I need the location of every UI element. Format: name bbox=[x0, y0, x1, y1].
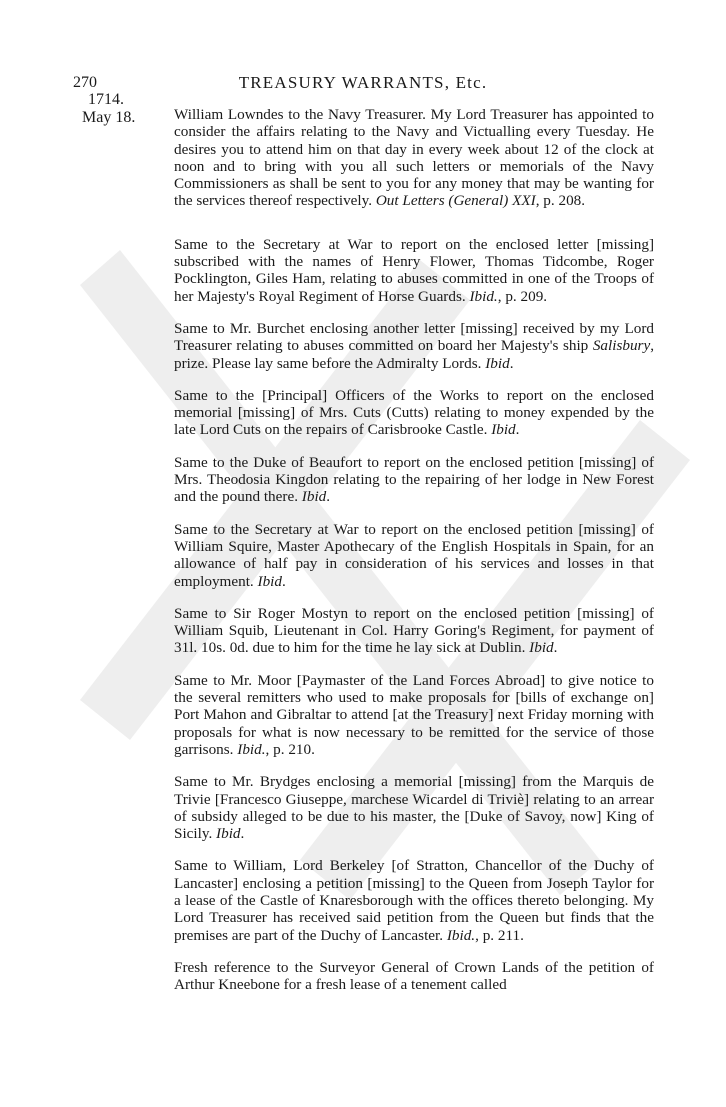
paragraph: Same to Mr. Moor [Paymaster of the Land Forces Abroad] to give notice to the several remitters who used to make proposals for [bills of exchange on] Port Mahon and Gibraltar to attend [at the Treasury] next Friday morning with proposals for what is now necessary to be remitted for the service of those garrisons. Ibid., p. 210. bbox=[174, 671, 654, 758]
page-number: 270 bbox=[73, 74, 97, 91]
paragraph: Same to Sir Roger Mostyn to report on the enclosed petition [missing] of William Squib, Lieutenant in Col. Harry Goring's Regiment, for payment of 31l. 10s. 0d. due to him for the time he lay sick at Dublin. Ibid. bbox=[174, 604, 654, 657]
margin-date: May 18. bbox=[82, 109, 136, 126]
body-text bbox=[174, 106, 654, 993]
paragraph: Same to the Secretary at War to report on the enclosed petition [missing] of William Squire, Master Apothecary of the English Hospitals in Spain, for an allowance of half pay in consideration of his services and losses in that employment. Ibid. bbox=[174, 520, 654, 590]
paragraph: William Lowndes to the Navy Treasurer. My Lord Treasurer has appointed to consider the affairs relating to the Navy and Victualling every Tuesday. He desires you to attend him on that day in every week about 12 of the clock at noon and to bring with you all such letters or memorials of the Navy Commissioners as shall be sent to you for any money that may be wanting for the services thereof respectively. Out Letters (General) XXI, p. 208. bbox=[174, 106, 654, 210]
paragraph: Same to Mr. Burchet enclosing another letter [missing] received by my Lord Treasurer relating to abuses committed on board her Majesty's ship Salisbury, prize. Please lay same before the Admiralty Lords. Ibid. bbox=[174, 319, 654, 372]
running-head: TREASURY WARRANTS, Etc. bbox=[238, 73, 488, 92]
paragraph: Same to the [Principal] Officers of the Works to report on the enclosed memorial [missing] of Mrs. Cuts (Cutts) relating to money expended by the late Lord Cuts on the repairs of Carisbrooke Castle. Ibid. bbox=[174, 386, 654, 439]
paragraph: Same to William, Lord Berkeley [of Stratton, Chancellor of the Duchy of Lancaster] enclosing a petition [missing] to the Queen from Joseph Taylor for a lease of the Castle of Knaresborough with the offices thereto belonging. My Lord Treasurer has received said petition from the Queen but finds that the premises are part of the Duchy of Lancaster. Ibid., p. 211. bbox=[174, 857, 654, 944]
paragraph: Fresh reference to the Surveyor General of Crown Lands of the petition of Arthur Kneebone for a fresh lease of a tenement called bbox=[174, 958, 654, 994]
margin-year: 1714. bbox=[88, 91, 124, 108]
paragraph: Same to the Duke of Beaufort to report on the enclosed petition [missing] of Mrs. Theodosia Kingdon relating to the repairing of her lodge in New Forest and the pound there. Ibid. bbox=[174, 453, 654, 506]
paragraph: Same to Mr. Brydges enclosing a memorial [missing] from the Marquis de Trivie [Francesco Giuseppe, marchese Wicardel di Triviè] relating to an arrear of subsidy alleged to be due to his master, the [Duke of Savoy, now] King of Sicily. Ibid. bbox=[174, 773, 654, 843]
paragraph: Same to the Secretary at War to report on the enclosed letter [missing] subscribed with the names of Henry Flower, Thomas Tidcombe, Roger Pocklington, Giles Ham, relating to abuses committed in one of the Troops of her Majesty's Royal Regiment of Horse Guards. Ibid., p. 209. bbox=[174, 235, 654, 305]
